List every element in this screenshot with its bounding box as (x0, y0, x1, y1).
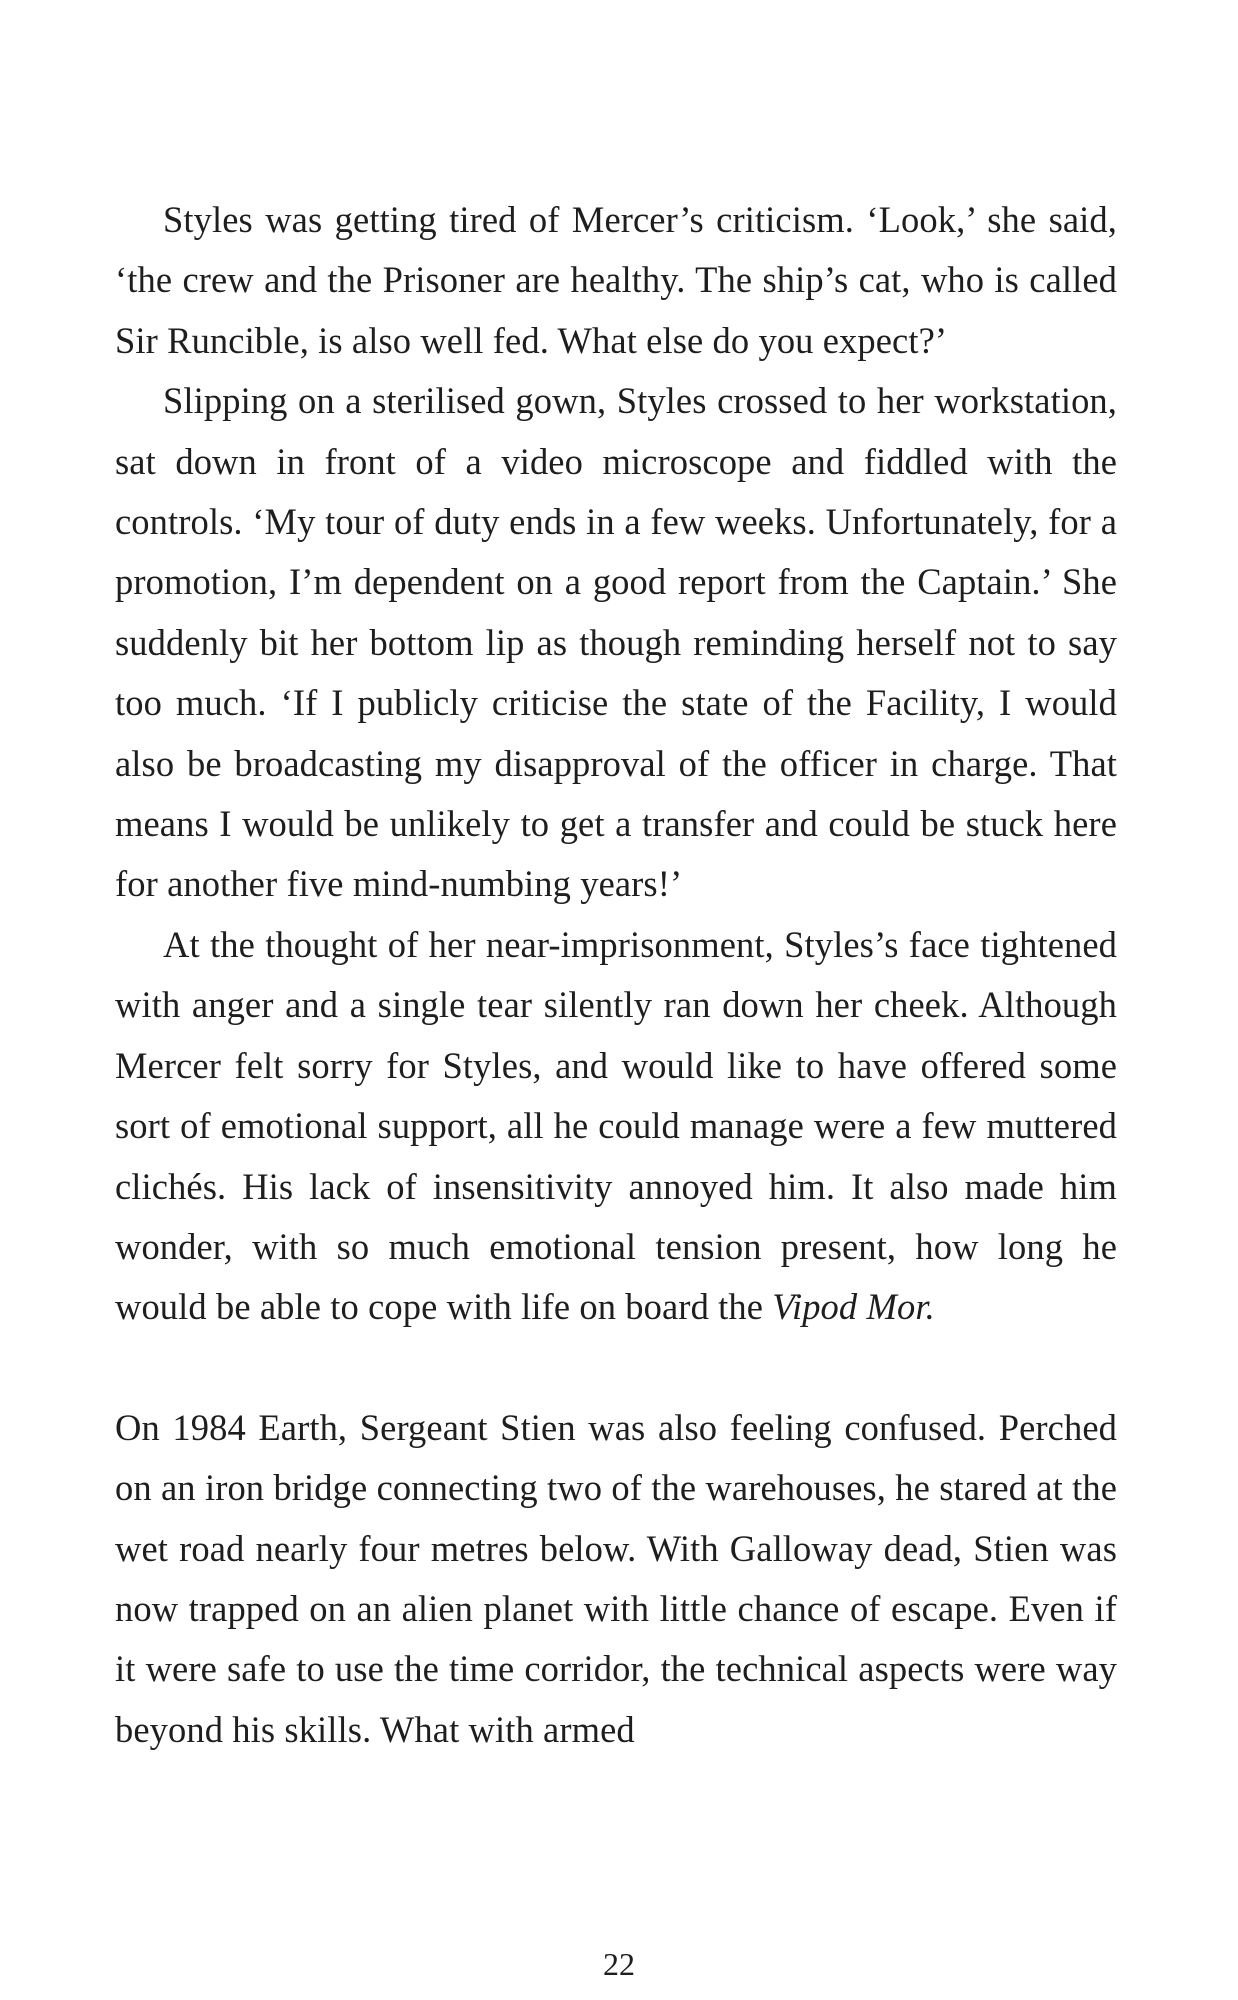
paragraph-mercer-text: At the thought of her near-imprisonment, Styles’s face tightened with anger and a single tear silently ran down her cheek. Although Mercer felt sorry for Styles, and would like to have offered some sort of emotional support, all he could manage were a few muttered clichés. His lack of insensitivity annoyed him. It also made him wonder, with so much emotional tension present, how long he would be able to cope with life on board the (115, 923, 1117, 1328)
ship-name-italic: Vipod Mor. (772, 1286, 935, 1328)
paragraph-stien-earth: On 1984 Earth, Sergeant Stien was also feeling confused. Perched on an iron bridge connecting two of the warehouses, he stared at the wet road nearly four metres below. With Galloway dead, Stien was now trapped on an alien planet with little chance of escape. Even if it were safe to use the time corridor, the technical aspects were way beyond his skills. What with armed (115, 1406, 1117, 1750)
page-number: 22 (603, 1946, 635, 1982)
paragraph-styles-criticism: Styles was getting tired of Mercer’s criticism. ‘Look,’ she said, ‘the crew and the Prisoner are healthy. The ship’s cat, who is called Sir Runcible, is also well fed. What else do you expect?’ (115, 199, 1117, 361)
paragraph-styles-workstation: Slipping on a sterilised gown, Styles crossed to her workstation, sat down in front of a video microscope and fiddled with the controls. ‘My tour of duty ends in a few weeks. Unfortunately, for a promotion, I’m dependent on a good report from the Captain.’ She suddenly bit her bottom lip as though reminding herself not to say too much. ‘If I publicly criticise the state of the Facility, I would also be broadcasting my disapproval of the officer in charge. That means I would be unlikely to get a transfer and could be stuck here for another five mind-numbing years!’ (115, 380, 1117, 905)
page-body (115, 190, 1117, 1760)
paragraph-mercer-emotion (115, 915, 1117, 1338)
section-break (115, 1338, 1117, 1398)
